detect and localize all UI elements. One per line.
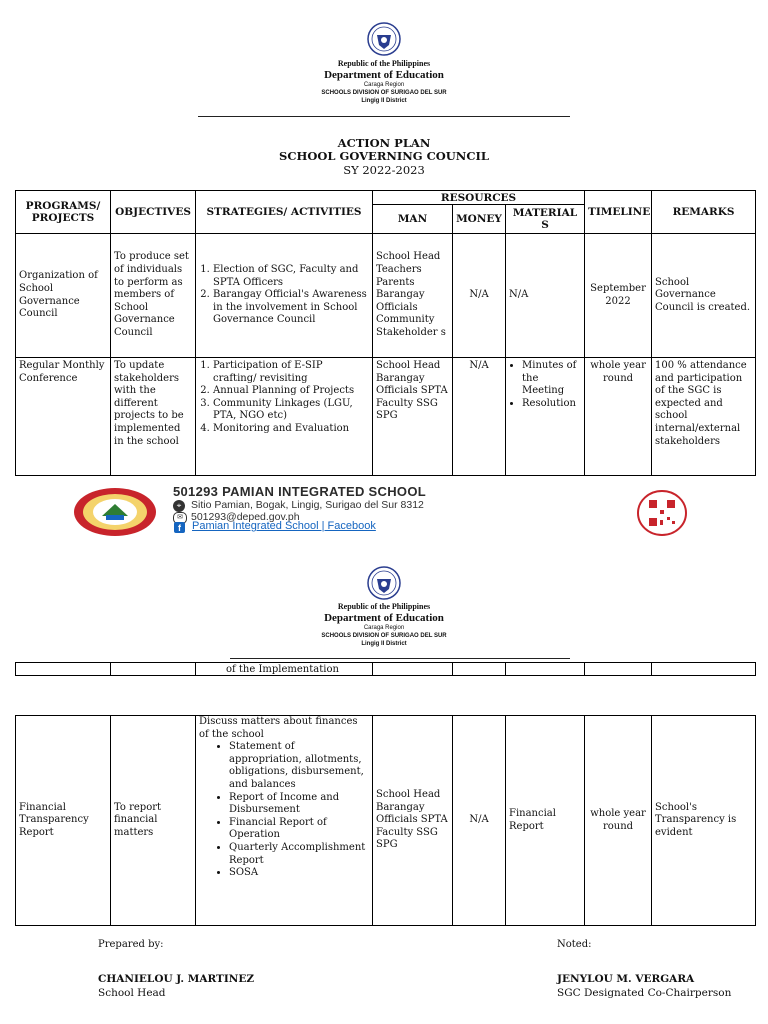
row3-timeline: whole year round — [585, 716, 652, 926]
deped-seal-icon — [367, 22, 401, 56]
region-text: Caraga Region — [363, 625, 405, 631]
list-item: • Report of Income and Disbursement — [229, 792, 369, 817]
qr-code-icon — [637, 490, 687, 536]
list-item: • SOSA — [229, 867, 369, 880]
row1-materials: N/A — [506, 234, 585, 358]
noted-name: JENYLOU M. VERGARA — [557, 973, 695, 985]
republic-text: Republic of the Philippines — [337, 602, 431, 611]
list-item: • Minutes of the Meeting — [522, 360, 581, 398]
header-rule — [230, 658, 570, 659]
header-timeline: TIMELINE — [585, 191, 652, 234]
row3-objective: To report financial matters — [111, 716, 196, 926]
action-plan-table — [15, 190, 756, 476]
list-item: 1. Participation of E-SIP crafting/ revisiting — [213, 360, 369, 385]
facebook-icon: f — [174, 522, 185, 533]
location-icon: ⌖ — [173, 500, 185, 512]
action-plan-table-page2 — [15, 715, 756, 926]
row3-intro: Discuss matters about finances of the school — [199, 716, 358, 740]
header-programs: PROGRAMS/ PROJECTS — [16, 191, 111, 234]
row3-money: N/A — [453, 716, 506, 926]
table-row — [16, 358, 756, 476]
row2-remarks: 100 % attendance and participation of the SGC is expected and school internal/external stakeholders — [652, 358, 756, 476]
title-sy: SY 2022-2023 — [343, 163, 425, 177]
prepared-title: School Head — [98, 987, 166, 999]
list-item: • Quarterly Accomplishment Report — [229, 842, 369, 867]
row1-objective: To produce set of individuals to perform as members of School Governance Council — [111, 234, 196, 358]
prepared-label: Prepared by: — [98, 939, 164, 950]
row1-money: N/A — [453, 234, 506, 358]
email-icon: ✉ — [173, 512, 187, 524]
row1-remarks: School Governance Council is created. — [652, 234, 756, 358]
header-materials: MATERIAL S — [506, 205, 585, 234]
row2-program: Regular Monthly Conference — [16, 358, 111, 476]
letterhead — [0, 59, 768, 105]
table-row — [16, 234, 756, 358]
noted-title: SGC Designated Co-Chairperson — [557, 987, 732, 999]
noted-label: Noted: — [557, 939, 592, 950]
list-item: • Financial Report of Operation — [229, 817, 369, 842]
header-rule — [198, 116, 570, 117]
row3-strategies — [196, 716, 373, 926]
republic-text: Republic of the Philippines — [337, 59, 431, 68]
header-money: MONEY — [453, 205, 506, 234]
row3-program: Financial Transparency Report — [16, 716, 111, 926]
deped-seal-icon — [367, 566, 401, 600]
region-text: Caraga Region — [363, 82, 405, 88]
list-item: • Statement of appropriation, allotments, obligations, disbursement, and balances — [229, 741, 369, 791]
header-objectives: OBJECTIVES — [111, 191, 196, 234]
row2-timeline: whole year round — [585, 358, 652, 476]
school-name: 501293 PAMIAN INTEGRATED SCHOOL — [173, 484, 426, 499]
header-strategies: STRATEGIES/ ACTIVITIES — [196, 191, 373, 234]
row2-objective: To update stakeholders with the different projects to be implemented in the school — [111, 358, 196, 476]
row3-remarks: School's Transparency is evident — [652, 716, 756, 926]
list-item: 1. Election of SGC, Faculty and SPTA Officers — [213, 264, 369, 289]
division-text: SCHOOLS DIVISION OF SURIGAO DEL SUR — [321, 633, 447, 639]
row1-strategies — [196, 234, 373, 358]
school-address: Sitio Pamian, Bogak, Lingig, Surigao del Sur 8312 — [191, 499, 424, 511]
row1-timeline: September 2022 — [585, 234, 652, 358]
school-logo-icon — [72, 486, 158, 538]
district-text: Lingig II District — [361, 641, 407, 647]
division-text: SCHOOLS DIVISION OF SURIGAO DEL SUR — [321, 90, 447, 96]
list-item: • Resolution — [522, 398, 581, 411]
continuation-table — [15, 662, 756, 676]
list-item: 2. Annual Planning of Projects — [213, 385, 369, 398]
continuation-text: of the Implementation — [196, 663, 373, 676]
row2-man: School Head Barangay Officials SPTA Faculty SSG SPG — [373, 358, 453, 476]
table-row — [16, 716, 756, 926]
row3-man: School Head Barangay Officials SPTA Faculty SSG SPG — [373, 716, 453, 926]
prepared-name: CHANIELOU J. MARTINEZ — [98, 973, 255, 985]
title-sgc: SCHOOL GOVERNING COUNCIL — [279, 149, 489, 163]
school-email[interactable]: 501293@deped.gov.ph — [191, 511, 300, 523]
row3-materials: Financial Report — [506, 716, 585, 926]
title-action-plan: ACTION PLAN — [337, 136, 431, 150]
row2-strategies — [196, 358, 373, 476]
row1-man: School Head Teachers Parents Barangay Officials Community Stakeholder s — [373, 234, 453, 358]
row2-materials — [506, 358, 585, 476]
list-item: 3. Community Linkages (LGU, PTA, NGO etc) — [213, 398, 369, 423]
letterhead-page2 — [0, 602, 768, 648]
list-item: 4. Monitoring and Evaluation — [213, 423, 369, 436]
facebook-link[interactable]: Pamian Integrated School | Facebook — [192, 520, 376, 532]
header-man: MAN — [373, 205, 453, 234]
department-text: Department of Education — [324, 69, 444, 81]
district-text: Lingig II District — [361, 98, 407, 104]
header-remarks: REMARKS — [652, 191, 756, 234]
department-text: Department of Education — [324, 612, 444, 624]
list-item: 2. Barangay Official's Awareness in the involvement in School Governance Council — [213, 289, 369, 327]
row1-program: Organization of School Governance Council — [16, 234, 111, 358]
header-resources: RESOURCES — [373, 191, 585, 205]
row2-money: N/A — [453, 358, 506, 476]
